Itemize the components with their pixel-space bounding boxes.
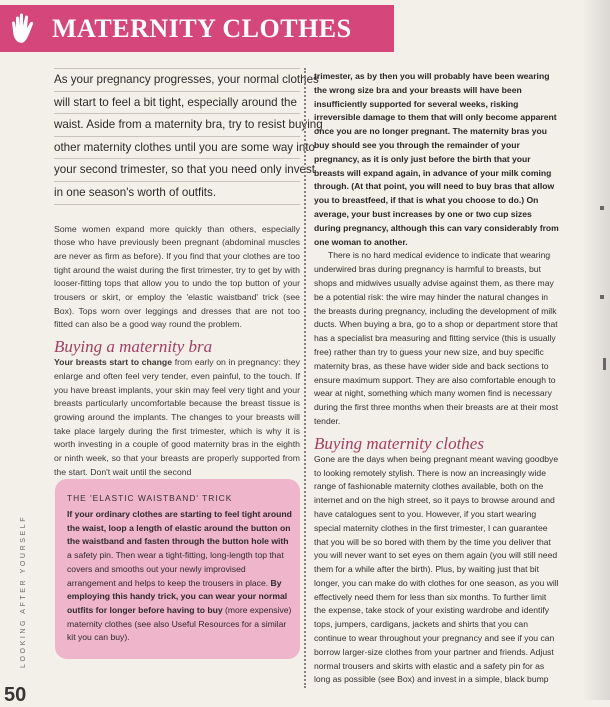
left-column	[54, 68, 323, 480]
margin-mark	[600, 295, 604, 299]
intro-line: your second trimester, so that you need only invest	[54, 159, 300, 182]
page-number: 50	[4, 684, 27, 706]
right-column	[314, 70, 560, 687]
paragraph-text: from early on in pregnancy: they enlarge and often feel very tender, even painful, to the touch. If you have breast implants, your skin may feel very tight and your breasts particularly uncomfortable because the breast tissue is growing around the implants. The changes to your breasts will take place largely during the first trimester, which is why it is worth investing in a couple of good maternity bras in the eighth or ninth week, so that your breasts are properly supported from the start. Don't wait until the second	[54, 357, 300, 477]
lead-in: Your breasts start to change	[54, 357, 173, 368]
running-section-label: LOOKING AFTER YOURSELF	[20, 514, 27, 668]
hand-icon	[9, 12, 39, 44]
tip-box-title: THE 'ELASTIC WAISTBAND' TRICK	[67, 493, 233, 503]
tip-text: (more expensive) maternity clothes (see also Useful Resources for a similar kit you can buy).	[67, 604, 292, 643]
body-paragraph: There is no hard medical evidence to indicate that wearing underwired bras during pregnancy is harmful to breasts, but shops and midwives usually advise against them, as there may be a potential risk: the wire may hinder the natural changes in the breasts during pregnancy, including the development of milk ducts. When buying a bra, go to a shop or department store that has a specialist bra measuring and fitting service (this is usually free) rather than try to guess your new size, and buy specific maternity bras, as these have wider side and back sections to ensure maximum support. They are also comfortable enough to wear at night, something which many women find is necessary during the first three months when their breasts are at their most tender.	[314, 250, 559, 426]
margin-mark	[603, 358, 606, 370]
page-gutter-shadow	[582, 0, 610, 700]
tip-bold-text: By employing this handy trick, you can wear your normal outfits for longer before having to buy	[67, 577, 288, 615]
column-divider	[304, 68, 306, 688]
body-paragraph	[54, 356, 300, 479]
intro-line: will start to feel a bit tight, especially around the	[54, 92, 300, 115]
subheading-maternity-bra: Buying a maternity bra	[54, 337, 213, 357]
body-paragraph: trimester, as by then you will probably have been wearing the wrong size bra and your breasts will have been insufficiently supported for several weeks, risking irreversible damage to them that will only become apparent once you are no longer pregnant. The maternity bras you buy should see you through the remainder of your pregnancy, as it is only just before the birth that your breasts will expand again, in advance of your milk coming through. (At that point, you will need to buy bras that allow you to breastfeed, if that is what you choose to do.) On average, your bust increases by one or two cup sizes during pregnancy, although this can vary considerably from one woman to another.	[314, 71, 559, 247]
intro-block	[54, 68, 323, 205]
subheading-maternity-clothes: Buying maternity clothes	[314, 433, 484, 453]
intro-line: waist. Aside from a maternity bra, try to resist buying	[54, 114, 300, 137]
tip-bold-text: If your ordinary clothes are starting to feel tight around the waist, loop a length of elastic around the button on the waistband and fasten through the button hole with	[67, 509, 292, 547]
intro-line: in one season's worth of outfits.	[54, 182, 300, 205]
tip-text: a safety pin. Then wear a tight-fitting, long-length top that covers and smooths out your newly improvised arrangement and helps to keep the trousers in place.	[67, 550, 284, 588]
tip-box-text	[67, 508, 293, 645]
body-paragraph: Gone are the days when being pregnant meant waving goodbye to looking remotely stylish. There is now an increasingly wide range of fashionable maternity clothes available, both on the internet and on the high street, so it pays to browse around and have catalogues sent to you. However, if you start wearing special maternity clothes in the first trimester, I can guarantee that you will be so bored with them by the time you deliver that you will never want to set eyes on them again (you will still need them for a while after the birth). Plus, by waiting just that bit longer, you can make do with clothes for one season, as you will effectively need them for less than six months. To further limit the expense, take stock of your existing wardrobe and identify tops, jumpers, cardigans, jackets and shirts that you can continue to wear throughout your pregnancy and see if you can borrow larger-size clothes from your partner and friends. Adjust normal trousers and skirts with elastic and a safety pin for as long as possible (see Box) and invest in a simple, black bump	[314, 453, 559, 685]
intro-line: other maternity clothes until you are some way into	[54, 137, 300, 160]
body-paragraph: Some women expand more quickly than others, especially those who have previously been pregnant (abdominal muscles are never as firm as before). If you find that your clothes are too tight around the waist during the first trimester, try to get by with looser-fitting tops that allow you to undo the top button of your trousers or skirt, or employ the 'elastic waistband' trick (see Box). Tops worn over leggings and dresses that are not too fitted can also be a good way round the problem.	[54, 223, 300, 330]
section-header-bar	[0, 5, 394, 52]
tip-box	[55, 479, 300, 659]
intro-line: As your pregnancy progresses, your normal clothes	[54, 69, 300, 92]
margin-mark	[600, 206, 604, 210]
page-title: MATERNITY CLOTHES	[52, 14, 352, 43]
